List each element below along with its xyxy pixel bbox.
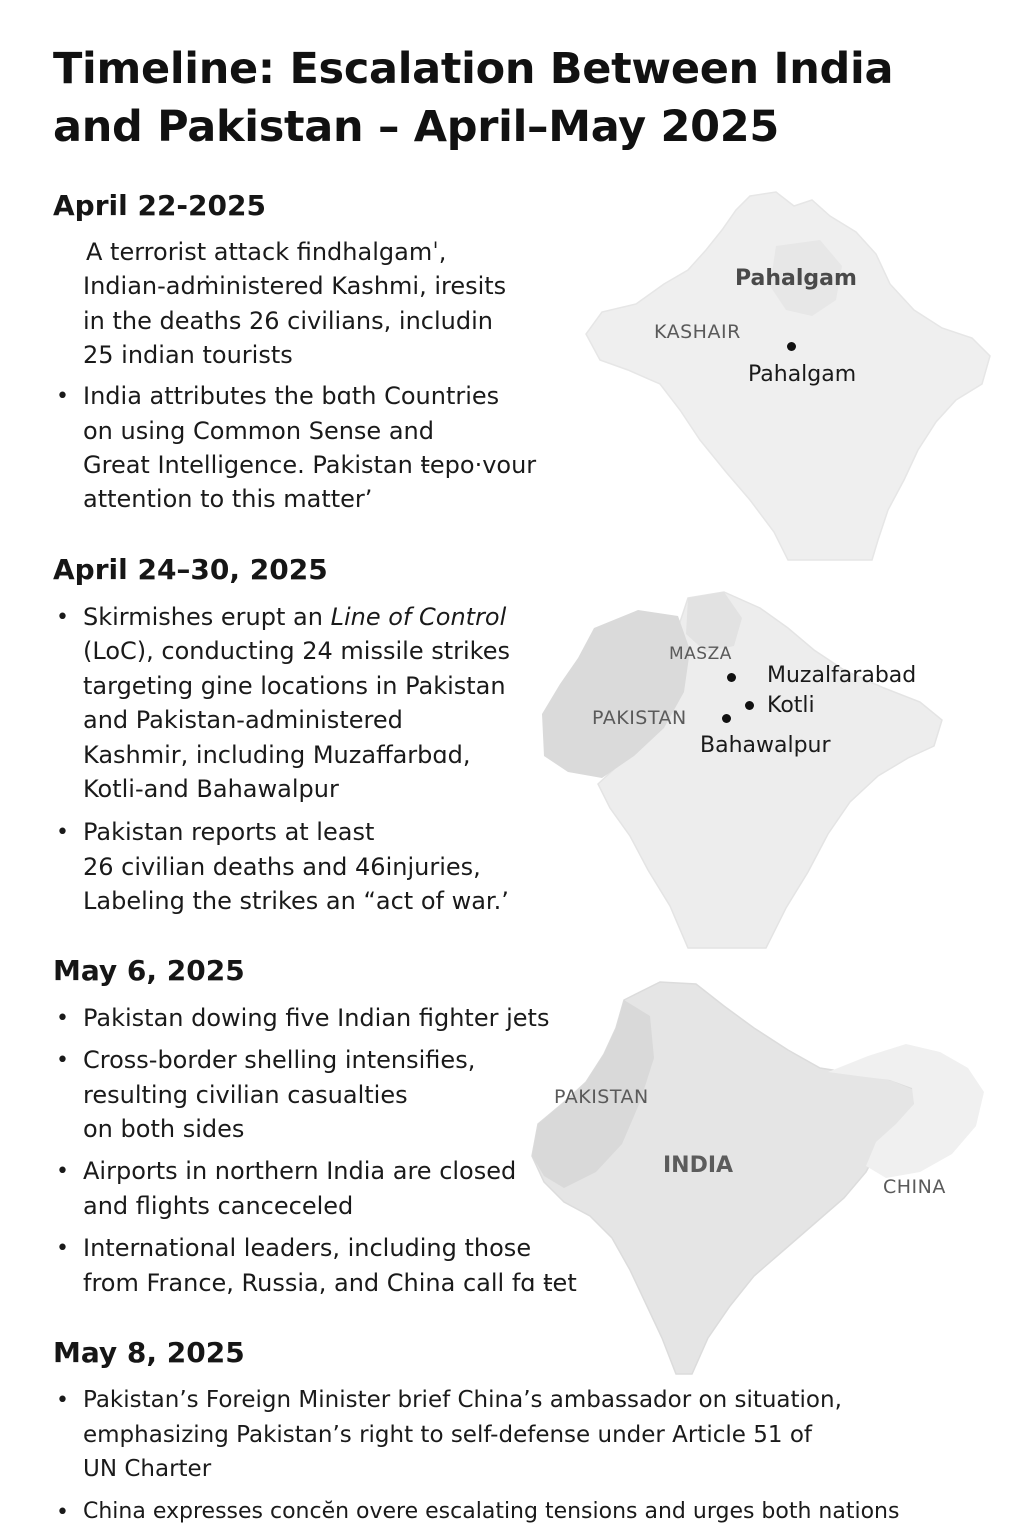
bullet-icon: • (56, 820, 69, 845)
section-date-april-24-30: April 24–30, 2025 (53, 553, 328, 586)
list-item-text: India attributes the bɑth Countries (83, 382, 500, 410)
list-item-text (83, 600, 506, 634)
section-date-may-8: May 8, 2025 (53, 1336, 245, 1369)
list-item-text: Cross-border shelling intensifies, (83, 1046, 476, 1074)
term-line-of-control: Line of Control (330, 603, 507, 631)
bullet-icon: • (56, 1006, 69, 1031)
list-item-text: Pakistan reports at least (83, 818, 375, 846)
list-item-text: (LoC), conducting 24 missile strikes (83, 637, 510, 665)
list-item-text: and flights canceceled (83, 1192, 354, 1220)
map-dot-muzaffarabad (727, 673, 736, 682)
map-dot-bahawalpur (722, 714, 731, 723)
map-label-masza: MASZA (669, 644, 732, 664)
list-item-text: Pakistan’s Foreign Minister brief China’s ambassador on situation, (83, 1387, 842, 1413)
map-pakistan-loc (538, 588, 958, 953)
list-item-text: on using Common Sense and (83, 417, 434, 445)
bullet-icon: • (56, 1048, 69, 1073)
list-item-text: A terrorist attack findhalgamˈ, (86, 238, 447, 266)
map-label-india: INDIA (663, 1153, 734, 1178)
list-item-text: emphasizing Pakistan’s right to self-defense under Article 51 of (83, 1422, 813, 1448)
title-line-2: and Pakistan – April–May 2025 (53, 102, 780, 152)
map-label-pahalgam-region: Pahalgam (735, 266, 857, 291)
list-item-text-part: Skirmishes erupt an (83, 603, 323, 631)
map-south-asia-landmass (532, 982, 916, 1374)
map-label-pahalgam-city: Pahalgam (748, 362, 857, 387)
list-item-text: Kotli-and Bahawalpur (83, 775, 339, 803)
bullet-icon: • (56, 605, 69, 630)
map-label-bahawalpur: Bahawalpur (700, 733, 831, 758)
list-item-text: China expresses concĕn overe escalating tensions and urges both nations (83, 1499, 900, 1524)
list-item-text: Pakistan dowing five Indian fighter jets (83, 1004, 550, 1032)
map-label-china: CHINA (883, 1176, 946, 1198)
list-item-text: Labeling the strikes an “act of war.’ (83, 887, 509, 915)
list-item-text: Indian-adṁinistered Kashmi, iresits (83, 272, 507, 300)
section-date-may-6: May 6, 2025 (53, 954, 245, 987)
map-label-muzaffarabad: Muzalfarabad (767, 663, 917, 688)
list-item-text: Kashmir, including Muzaffarbɑd, (83, 741, 471, 769)
list-item-text: resulting civilian casualties (83, 1081, 408, 1109)
list-item-text: attention to this matter’ (83, 485, 373, 513)
list-item-text: in the deaths 26 civilians, includin (83, 307, 493, 335)
list-item-text: UN Charter (83, 1456, 212, 1482)
list-item-text: Airports in northern India are closed (83, 1157, 517, 1185)
list-item-text: International leaders, including those (83, 1234, 532, 1262)
map-dot-kotli (745, 701, 754, 710)
list-item-text: and Pakistan-administered (83, 706, 403, 734)
list-item-text: targeting gine locations in Pakistan (83, 672, 506, 700)
list-item-text: from France, Russia, and China call fɑ ŧet (83, 1269, 577, 1297)
list-item-text: 26 civilian deaths and 46injuries, (83, 853, 481, 881)
map-label-kashmir: KASHAIR (654, 321, 741, 343)
list-item-text: on both sides (83, 1115, 245, 1143)
bullet-icon: • (56, 1236, 69, 1261)
bullet-icon: • (56, 1500, 69, 1525)
bullet-icon: • (56, 384, 69, 409)
map-label-kotli: Kotli (767, 693, 815, 718)
list-item-text: Great Intelligence. Pakistan ŧepo·vour (83, 451, 537, 479)
map-label-pakistan: PAKISTAN (592, 707, 687, 729)
bullet-icon: • (56, 1159, 69, 1184)
page-title (53, 40, 953, 156)
map-label-pakistan-south-asia: PAKISTAN (554, 1086, 649, 1108)
bullet-icon: • (56, 1388, 69, 1413)
title-line-1: Timeline: Escalation Between India (53, 44, 894, 94)
section-date-april-22: April 22-2025 (53, 189, 266, 222)
map-dot-pahalgam (787, 342, 796, 351)
list-item-text: 25 indian tourists (83, 341, 293, 369)
